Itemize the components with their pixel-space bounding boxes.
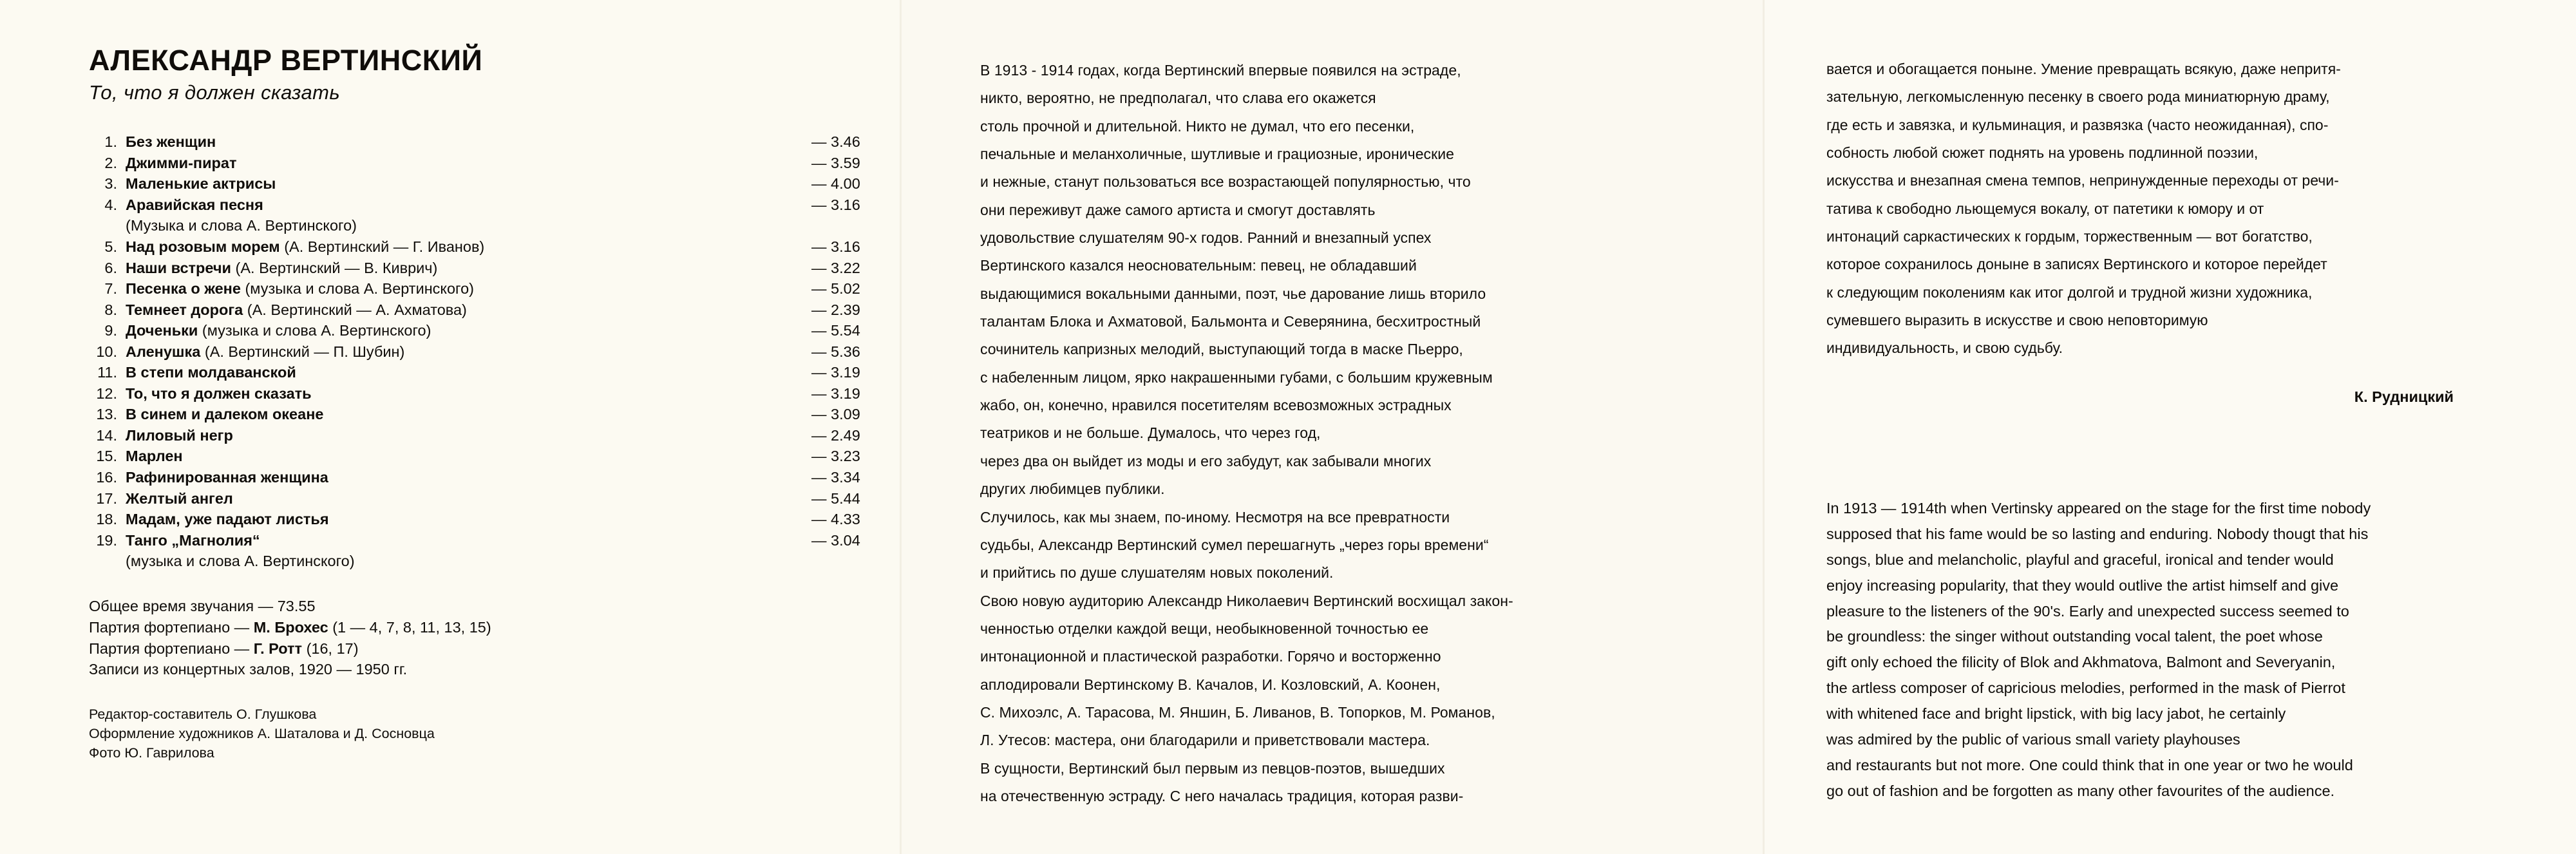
track-number: 16. [96, 469, 117, 486]
track-title: Желтый ангел [126, 489, 233, 507]
track-duration: — 4.00 [811, 175, 860, 193]
piano-credit-1: Партия фортепиано — М. Брохес (1 — 4, 7, 8, 11, 13, 15) [89, 618, 491, 636]
track-duration: — 3.46 [811, 133, 860, 151]
track-row [89, 404, 876, 425]
track-number: 1. [104, 133, 117, 151]
artist-name: АЛЕКСАНДР ВЕРТИНСКИЙ [89, 44, 483, 77]
track-number: 12. [96, 384, 117, 402]
essay-continuation: вается и обогащается поныне. Умение превращать всякую, даже непритя- зательную, легкомысленную песенку в своего рода миниатюрную драму, где есть и завязка, и кульминация, и развязка (часто неожиданная), спо- собность любой сюжет поднять на уровень подлинной поэзии, искусства и внезапная смена темпов, непринужденные переходы от речи- татива к свободно льющемуся вокалу, от патетики к юмору и от интонаций саркастических к гордым, торжественным — вот богатство, которое сохранилось доныне в записях Вертинского и которое перейдет к следующим поколениям как итог долгой и трудной жизни художника, сумевшего выразить в искусстве и свою неповторимую индивидуальность, и свою судьбу. [1826, 61, 2341, 357]
track-number: 2. [104, 154, 117, 171]
track-title: Мадам, уже падают листья [126, 511, 329, 528]
track-row [89, 341, 876, 363]
photo-credit: Фото Ю. Гаврилова [89, 745, 214, 761]
track-author: (А. Вертинский — А. Ахматова) [247, 301, 467, 318]
track-row [89, 530, 876, 551]
track-duration: — 3.22 [811, 259, 860, 276]
production-credits [89, 705, 876, 763]
track-row [89, 509, 876, 530]
track-number: 6. [104, 259, 117, 276]
panel-russian-essay [902, 0, 1765, 854]
track-number: 19. [96, 531, 117, 549]
editor-credit: Редактор-составитель О. Глушкова [89, 707, 317, 723]
track-duration: — 3.23 [811, 448, 860, 465]
track-number: 18. [96, 511, 117, 528]
track-title: Джимми-пират [126, 154, 237, 171]
track-title: Без женщин [126, 133, 216, 151]
track-duration: — 3.34 [811, 469, 860, 486]
track-title: Доченьки [126, 322, 198, 339]
track-number: 3. [104, 175, 117, 193]
track-duration: — 3.19 [811, 364, 860, 381]
track-number: 15. [96, 448, 117, 465]
track-title: В синем и далеком океане [126, 406, 324, 423]
track-row [89, 278, 876, 299]
track-title: В степи молдаванской [126, 364, 296, 381]
track-title: Танго „Магнолия“ [126, 531, 260, 549]
track-row [89, 425, 876, 446]
credits-block [89, 596, 876, 681]
track-row [89, 467, 876, 488]
track-title: Темнеет дорога [126, 301, 243, 318]
english-translation: In 1913 — 1914th when Vertinsky appeared on the stage for the first time nobody supposed that his fame would be so lasting and enduring. Nobody thougt that his songs, blue and melancholic, playful and graceful, ironical and tender would enjoy increasing popularity, that they would outlive the artist himself and give pleasure to the listeners of the 90's. Early and unexpected success seemed to be groundless: the singer without outstanding vocal talent, the poet whose gift only echoed the filicity of Blok and Akhmatova, Balmont and Severyanin, the artless composer of capricious melodies, performed in the mask of Pierrot with whitened face and bright lipstick, with big lacy jabot, he certainly was admired by the public of various small variety playhouses and restaurants but not more. One could think that in one year or two he would go out of fashion and be forgotten as many other favourites of the audience. [1826, 499, 2371, 800]
track-title: Марлен [126, 448, 183, 465]
track-credit-line: (музыка и слова А. Вертинского) [126, 553, 355, 570]
track-title: Рафинированная женщина [126, 469, 328, 486]
pianist-1-name: М. Брохес [253, 618, 328, 636]
track-row [89, 173, 876, 195]
track-duration: — 2.49 [811, 426, 860, 444]
track-duration: — 3.19 [811, 384, 860, 402]
essay-paragraph: Случилось, как мы знаем, по-иному. Несмотря на все превратности судьбы, Александр Вертинский сумел перешагнуть „через горы времени“ и прийтись по душе слушателям новых поколений. [980, 508, 1489, 582]
track-number: 11. [97, 364, 117, 381]
track-duration: — 3.09 [811, 406, 860, 423]
track-row [89, 383, 876, 404]
panel-tracklist [0, 0, 902, 854]
essay-paragraph: Свою новую аудиторию Александр Николаевич Вертинский восхищал закон- ченностью отделки каждой вещи, необыкновенной точностью ее интонационной и пластической разработки. Горячо и восторженно аплодировали Вертинскому В. Качалов, И. Козловский, А. Коонен, С. Михоэлс, А. Тарасова, М. Яншин, Б. Ливанов, В. Топорков, М. Романов, Л. Утесов: мастера, они благодарили и приветствовали мастера. [980, 592, 1513, 749]
track-author: (А. Вертинский — П. Шубин) [204, 343, 405, 360]
track-number: 9. [104, 322, 117, 339]
track-duration: — 2.39 [811, 301, 860, 318]
track-row [89, 320, 876, 341]
track-duration: — 3.16 [811, 196, 860, 213]
track-number: 4. [104, 196, 117, 213]
track-title: То, что я должен сказать [126, 384, 312, 402]
author-signature: К. Рудницкий [2354, 388, 2454, 405]
track-number: 14. [96, 426, 117, 444]
track-row [89, 195, 876, 216]
track-author: (музыка и слова А. Вертинского) [245, 280, 474, 298]
design-credit: Оформление художников А. Шаталова и Д. Сосновца [89, 726, 435, 742]
track-row [89, 446, 876, 467]
track-row [89, 258, 876, 279]
track-duration: — 3.16 [811, 238, 860, 255]
tracklist [89, 131, 876, 571]
track-title: Маленькие актрисы [126, 175, 276, 193]
track-row [89, 236, 876, 258]
track-duration: — 3.59 [811, 154, 860, 171]
piano-credit-2: Партия фортепиано — Г. Ротт (16, 17) [89, 640, 359, 657]
track-author: (А. Вертинский — Г. Иванов) [284, 238, 485, 255]
track-row [89, 362, 876, 383]
track-duration: — 5.36 [811, 343, 860, 360]
track-title: Песенка о жене [126, 280, 241, 298]
track-title: Лиловый негр [126, 426, 233, 444]
essay-paragraph: В сущности, Вертинский был первым из певцов-поэтов, вышедших на отечественную эстраду. С него началась традиция, которая разви- [980, 759, 1464, 804]
pianist-2-name: Г. Ротт [253, 640, 303, 657]
track-number: 7. [104, 280, 117, 298]
track-number: 17. [96, 489, 117, 507]
track-number: 5. [104, 238, 117, 255]
album-title: То, что я должен сказать [89, 81, 341, 104]
track-number: 13. [96, 406, 117, 423]
track-credit-line: (Музыка и слова А. Вертинского) [126, 217, 357, 234]
track-row [89, 299, 876, 321]
track-row [89, 153, 876, 174]
track-row [89, 488, 876, 509]
track-duration: — 4.33 [811, 511, 860, 528]
track-duration: — 5.44 [811, 489, 860, 507]
track-duration: — 5.02 [811, 280, 860, 298]
track-number: 8. [104, 301, 117, 318]
track-duration: — 3.04 [811, 531, 860, 549]
total-time: Общее время звучания — 73.55 [89, 597, 316, 614]
essay-paragraph: В 1913 - 1914 годах, когда Вертинский впервые появился на эстраде, никто, вероятно, не предполагал, что слава его окажется столь прочной и длительной. Никто не думал, что его песенки, печальные и меланхоличные, шутливые и грациозные, иронические и нежные, станут пользоваться все возрастающей популярностью, что они переживут даже самого артиста и смогут доставлять удовольствие слушателям 90-х годов. Ранний и внезапный успех Вертинского казался неосновательным: певец, не обладавший выдающимися вокальными данными, поэт, чье дарование лишь вторило талантам Блока и Ахматовой, Бальмонта и Северянина, бесхитростный сочинитель капризных мелодий, выступающий тогда в маске Пьерро, с набеленным лицом, ярко накрашенными губами, с большим кружевным жабо, он, конечно, нравился посетителям всевозможных эстрадных театриков и не больше. Думалось, что через год, через два он выйдет из моды и его забудут, как забывали многих других любимцев публики. [980, 62, 1493, 498]
panel-english-essay [1765, 0, 2576, 854]
track-duration: — 5.54 [811, 322, 860, 339]
track-title: Аравийская песня [126, 196, 263, 213]
track-number: 10. [96, 343, 117, 360]
track-row [89, 131, 876, 153]
track-title: Наши встречи [126, 259, 231, 276]
track-title: Над розовым морем [126, 238, 280, 255]
track-author: (музыка и слова А. Вертинского) [202, 322, 431, 339]
recordings-note: Записи из концертных залов, 1920 — 1950 гг. [89, 661, 408, 678]
track-title: Аленушка [126, 343, 201, 360]
track-author: (А. Вертинский — В. Киврич) [235, 259, 438, 276]
